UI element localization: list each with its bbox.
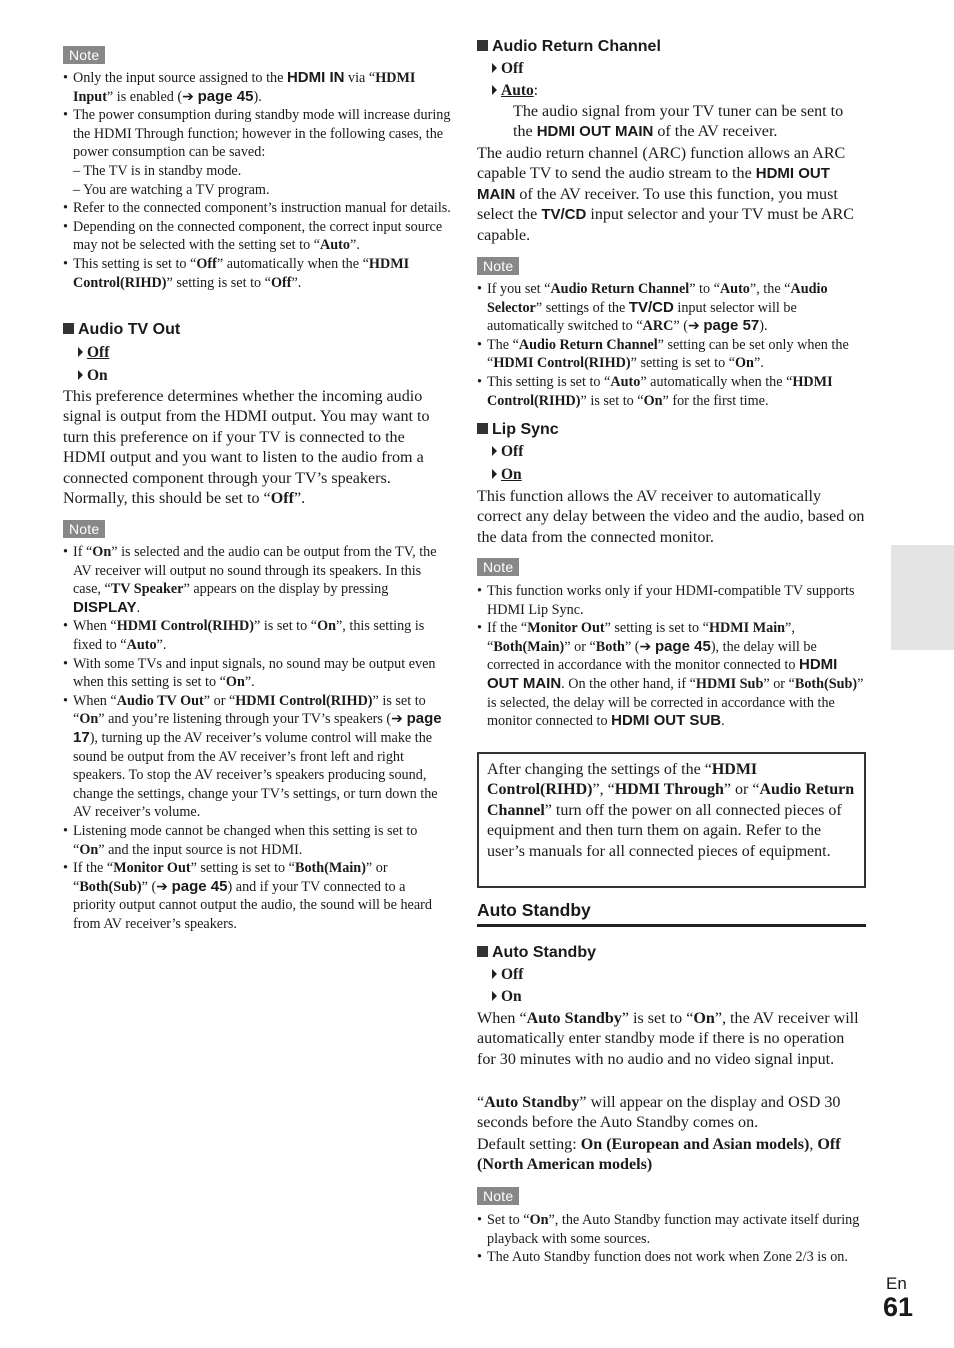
audio-tv-out-description: This preference determines whether the incoming audio signal is output from the HDMI output. You may want to turn this preference on if your TV is connected to the HDMI output and you want to listen to the audio from a connected component through your TV’s speakers. Normally, this should be set to “Off”. — [63, 388, 430, 508]
option-auto: Auto: — [492, 81, 538, 101]
list-item: • The Auto Standby function does not work when Zone 2/3 is on. — [477, 1248, 867, 1267]
option-off: Off — [492, 442, 523, 462]
triangle-bullet-icon — [78, 370, 83, 380]
note-list — [477, 280, 867, 410]
note-list — [477, 1211, 867, 1267]
list-item: • This setting is set to “Auto” automatically when the “HDMI Control(RIHD)” is set to “On” for the first time. — [477, 373, 867, 410]
square-bullet-icon — [477, 423, 488, 434]
section-heading-lip-sync: Lip Sync — [477, 420, 559, 440]
note-list — [63, 543, 451, 933]
triangle-bullet-icon — [492, 446, 497, 456]
option-off: Off — [492, 59, 523, 79]
option-off: Off — [78, 343, 109, 363]
section-heading-audio-return-channel: Audio Return Channel — [477, 37, 661, 57]
section-heading-auto-standby: Auto Standby — [477, 943, 596, 963]
triangle-bullet-icon — [492, 63, 497, 73]
note-list — [477, 582, 867, 731]
language-label: En — [886, 1274, 907, 1293]
note-badge: Note — [477, 1187, 519, 1205]
list-item: • If the “Monitor Out” setting is set to “HDMI Main”, “Both(Main)” or “Both” (➔ page 45), the delay will be corrected in accordance with the monitor connected to HDMI OUT MAIN. On the other hand, if “HDMI Sub” or “Both(Sub)” is selected, the delay will be corrected in accordance with the monitor connected to HDMI OUT SUB. — [477, 619, 867, 731]
triangle-bullet-icon — [492, 991, 497, 1001]
note-badge: Note — [477, 257, 519, 275]
lip-sync-description: This function allows the AV receiver to automatically correct any delay between the video and the audio, based on the data from the connected monitor. — [477, 488, 865, 546]
list-item: • The power consumption during standby mode will increase during the HDMI Through function; however in the following cases, the power consumption can be saved: — [63, 106, 451, 162]
triangle-bullet-icon — [78, 347, 83, 357]
square-bullet-icon — [477, 946, 488, 957]
option-on: On — [492, 465, 522, 485]
option-on: On — [492, 987, 522, 1007]
list-item: • Set to “On”, the Auto Standby function may activate itself during playback with some sources. — [477, 1211, 867, 1248]
triangle-bullet-icon — [492, 469, 497, 479]
chapter-side-tab — [891, 545, 954, 650]
note-badge: Note — [63, 520, 105, 538]
page-number: 61 — [883, 1292, 914, 1322]
note-badge: Note — [477, 558, 519, 576]
list-item: • The “Audio Return Channel” setting can be set only when the “HDMI Control(RIHD)” setting is set to “On”. — [477, 336, 867, 373]
list-item: • This function works only if your HDMI-compatible TV supports HDMI Lip Sync. — [477, 582, 867, 619]
arc-description: The audio return channel (ARC) function allows an ARC capable TV to send the audio stream to the HDMI OUT MAIN of the AV receiver. To use this function, you must select the TV/CD input selector and your TV must be ARC capable. — [477, 145, 854, 244]
list-item: – You are watching a TV program. — [73, 181, 270, 198]
hdmi-settings-notice-box: After changing the settings of the “HDMI Control(RIHD)”, “HDMI Through” or “Audio Return Channel” turn off the power on all connected pieces of equipment and then turn them on again. Refer to the user’s manuals for all connected pieces of equipment. — [477, 752, 866, 888]
list-item: • If the “Monitor Out” setting is set to “Both(Main)” or “Both(Sub)” (➔ page 45) and if your TV connected to a priority output cannot output the audio, the sound will be heard from AV receiver’s speakers. — [63, 859, 451, 933]
auto-option-description: The audio signal from your TV tuner can be sent to the HDMI OUT MAIN of the AV receiver. — [513, 103, 844, 141]
list-item: • If “On” is selected and the audio can be output from the TV, the AV receiver will output no sound through its speakers. In this case, “TV Speaker” appears on the display by pressing DISPLAY. — [63, 543, 451, 617]
list-item: • When “HDMI Control(RIHD)” is set to “On”, this setting is fixed to “Auto”. — [63, 617, 451, 654]
triangle-bullet-icon — [492, 85, 497, 95]
note-list — [63, 69, 451, 292]
list-item: • Refer to the connected component’s instruction manual for details. — [63, 199, 451, 218]
triangle-bullet-icon — [492, 969, 497, 979]
list-item: – The TV is in standby mode. — [73, 162, 242, 179]
auto-standby-description: When “Auto Standby” is set to “On”, the AV receiver will automatically enter standby mode if there is no operation for 30 minutes with no audio and no video signal input. — [477, 1010, 859, 1068]
square-bullet-icon — [477, 40, 488, 51]
list-item: • Depending on the connected component, the correct input source may not be selected with the setting set to “Auto”. — [63, 218, 451, 255]
list-item: • This setting is set to “Off” automatically when the “HDMI Control(RIHD)” setting is set to “Off”. — [63, 255, 451, 292]
list-item: • With some TVs and input signals, no sound may be output even when this setting is set to “On”. — [63, 655, 451, 692]
square-bullet-icon — [63, 323, 74, 334]
section-heading-audio-tv-out: Audio TV Out — [63, 320, 180, 340]
option-off: Off — [492, 965, 523, 985]
section-title-auto-standby: Auto Standby — [477, 899, 866, 927]
list-item: • If you set “Audio Return Channel” to “Auto”, the “Audio Selector” settings of the TV/CD input selector will be automatically switched to “ARC” (➔ page 57). — [477, 280, 867, 336]
default-setting: Default setting: On (European and Asian models), Off (North American models) — [477, 1136, 841, 1174]
auto-standby-osd-note: “Auto Standby” will appear on the display and OSD 30 seconds before the Auto Standby comes on. — [477, 1094, 841, 1132]
list-item: • Listening mode cannot be changed when this setting is set to “On” and the input source is not HDMI. — [63, 822, 451, 859]
option-on: On — [78, 366, 108, 386]
note-badge: Note — [63, 46, 105, 64]
list-item: • When “Audio TV Out” or “HDMI Control(RIHD)” is set to “On” and you’re listening through your TV’s speakers (➔ page 17), turning up the AV receiver’s volume control will make the sound be output from the AV receiver’s front left and right speakers. To stop the AV receiver’s speakers producing sound, change the settings, change your TV’s settings, or turn down the AV receiver’s volume. — [63, 692, 451, 822]
list-item: • Only the input source assigned to the HDMI IN via “HDMI Input” is enabled (➔ page 45). — [63, 69, 451, 106]
